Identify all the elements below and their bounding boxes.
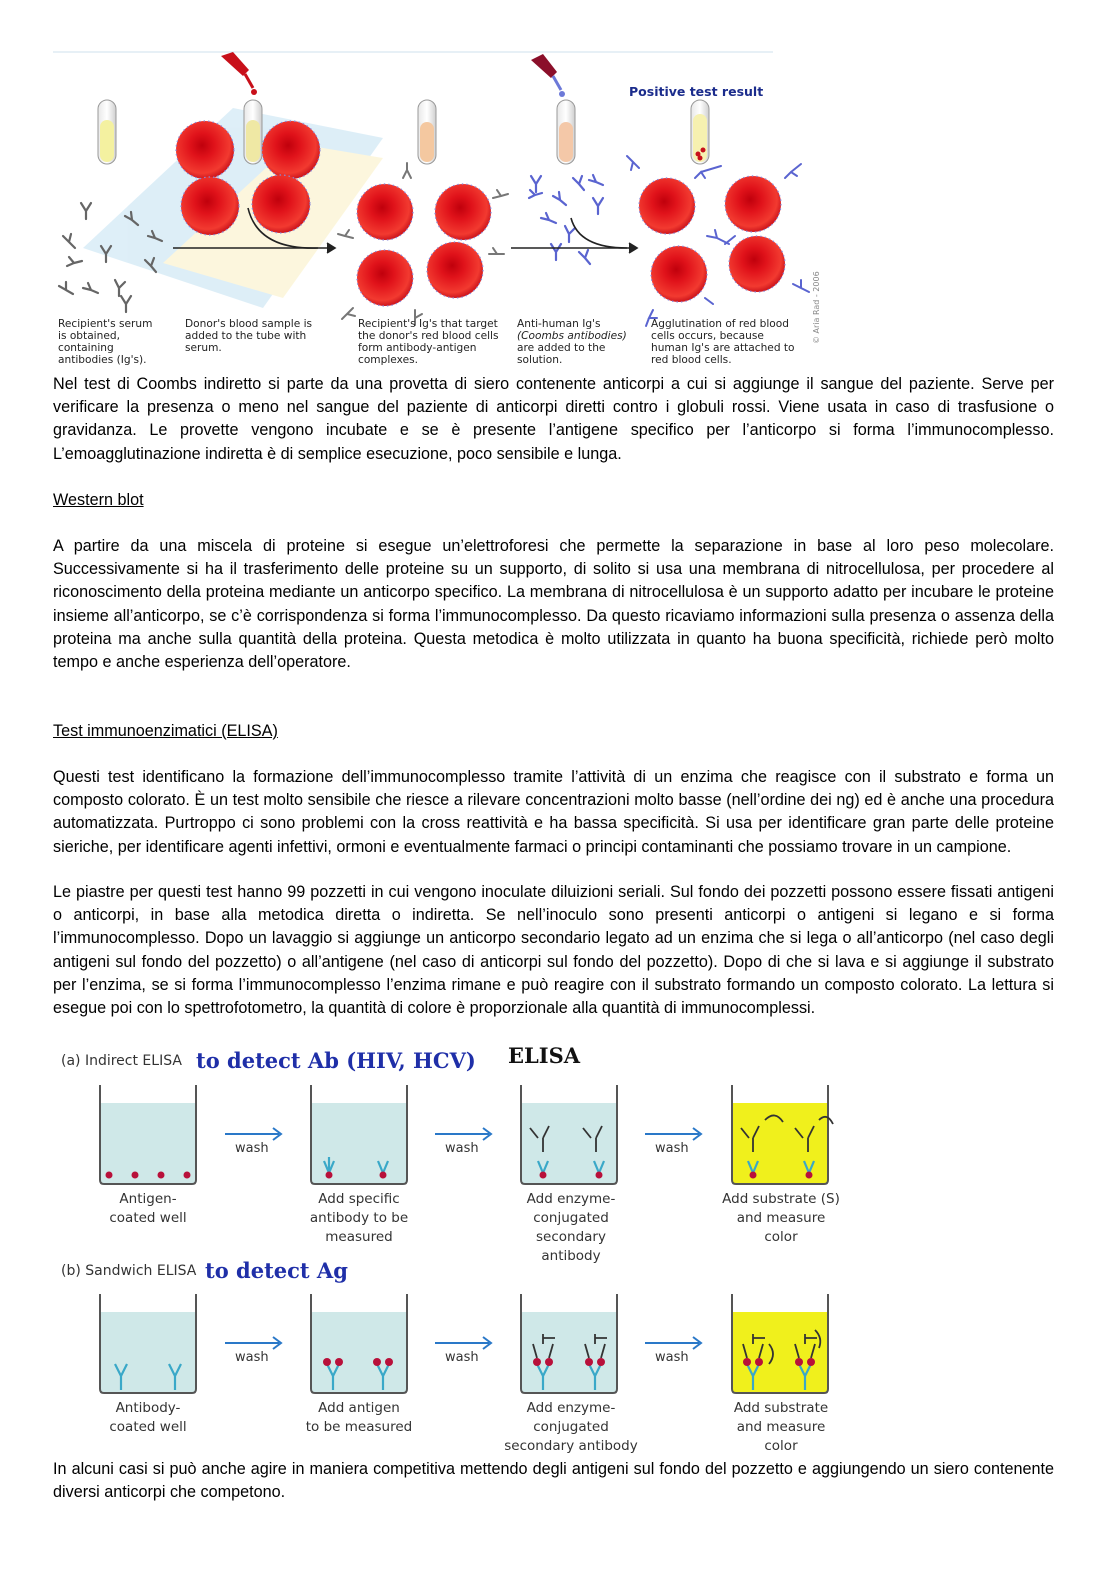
wash-label: wash	[445, 1350, 479, 1365]
dropper-red	[221, 52, 257, 95]
well-b2	[311, 1294, 407, 1393]
caption-a2: Add specific antibody to be measured	[309, 1191, 409, 1245]
well-a3	[521, 1085, 617, 1184]
well-b1	[100, 1294, 196, 1393]
heading-elisa: Test immunoenzimatici (ELISA)	[53, 722, 278, 740]
indirect-elisa-label: (a) Indirect ELISA	[61, 1053, 182, 1069]
wash-label: wash	[235, 1141, 269, 1156]
paragraph-competitive: In alcuni casi si può anche agire in maniera competitiva mettendo degli antigeni sul fondo del pozzetto e aggiungendo un siero contenente diversi anticorpi che competono.	[53, 1460, 1054, 1502]
caption-step-5: Agglutination of red blood cells occurs, because human Ig's are attached to red blood cells.	[651, 318, 795, 366]
caption-step-4: Anti-human Ig's (Coombs antibodies) are added to the solution.	[517, 318, 627, 366]
test-tube-1	[98, 100, 116, 164]
test-tube-positive	[691, 100, 709, 164]
elisa-figure	[53, 1040, 853, 1458]
wash-label: wash	[445, 1141, 479, 1156]
paragraph-western-blot: A partire da una miscela di proteine si esegue un’elettroforesi che permette la separazione in base al loro peso molecolare. Successivamente si ha il trasferimento delle proteine su un supporto, di solito si usa una membrana di nitrocellulosa, per procedere al riconoscimento della proteina mediante un anticorpo specifico. La membrana di nitrocellulosa è un supporto adatto per incubare le proteine insieme all’anticorpo, se c’è corrispondenza si forma l’immunocomplesso. Da questo ricaviamo informazioni sulla presenza o assenza della proteina ma anche sulla quantità della proteina. Questa metodica è molto utilizzata in quanto ha buona specificità, richiede però molto tempo e anche esperienza dell’operatore.	[53, 537, 1054, 672]
wash-label: wash	[655, 1141, 689, 1156]
coombs-antibodies	[529, 175, 603, 264]
caption-b4: Add substrate and measure color	[733, 1400, 829, 1454]
well-b4	[732, 1294, 828, 1393]
caption-step-1: Recipient's serum is obtained, containing antibodies (Ig's).	[58, 318, 153, 366]
elisa-title: ELISA	[508, 1043, 581, 1068]
caption-step-2: Donor's blood sample is added to the tube with serum.	[185, 318, 313, 354]
caption-a3: Add enzyme-conjugated secondary antibody	[526, 1191, 616, 1264]
sandwich-elisa-label: (b) Sandwich ELISA	[61, 1263, 197, 1279]
rbc-group-complexes	[357, 184, 491, 306]
positive-result-label: Positive test result	[629, 84, 764, 99]
wash-label: wash	[235, 1350, 269, 1365]
row-b-wash-arrows	[225, 1337, 701, 1365]
rbc-group-agglutination	[639, 176, 785, 302]
dropper-blue	[531, 54, 565, 97]
paragraph-coombs: Nel test di Coombs indiretto si parte da una provetta di siero contenente anticorpi a cui si aggiunge il sangue del paziente. Serve per verificare la presenza o meno nel sangue del paziente di anticorpi diretti contro i globuli rossi. Viene usata in caso di trasfusione o gravidanza. Le provette vengono incubate e se è presente l’antigene specifico per l’anticorpo si forma l’immunocomplesso. L’emoagglutinazione indiretta è di semplice esecuzione, poco sensibile e lunga.	[53, 375, 1054, 463]
coombs-test-figure	[53, 48, 843, 370]
test-tube-2	[244, 100, 262, 164]
caption-b2: Add antigen to be measured	[305, 1400, 413, 1435]
caption-step-3: Recipient's Ig's that target the donor's red blood cells form antibody-antigen complexes.	[358, 318, 499, 366]
row-a-wash-arrows	[225, 1128, 701, 1156]
test-tube-3	[418, 100, 436, 164]
paragraph-elisa-1: Questi test identificano la formazione dell’immunocomplesso tramite l’attività di un enzima che reagisce con il substrato e forma un composto colorato. È un test molto sensibile che riesce a rilevare concentrazioni molto basse (nell’ordine dei ng) ed è anche una procedura automatizzata. Purtroppo ci sono problemi con la cross reattività e ha bassa specificità. Si usa per identificare gran parte delle proteine sieriche, per identificare agenti infettivi, ormoni e eventualmente farmaci o principi contaminanti che possiamo trovare in un campione.	[53, 768, 1054, 856]
well-b3	[521, 1294, 617, 1393]
well-a2	[311, 1085, 407, 1184]
heading-western-blot: Western blot	[53, 491, 144, 509]
caption-b1: Antibody-coated well	[109, 1400, 187, 1435]
well-a4	[732, 1085, 833, 1184]
caption-a1: Antigen-coated well	[109, 1191, 187, 1226]
test-tube-4	[557, 100, 575, 164]
well-a1	[100, 1085, 196, 1184]
wash-label: wash	[655, 1350, 689, 1365]
paragraph-elisa-2: Le piastre per questi test hanno 99 pozzetti in cui vengono inoculate diluizioni seriali. Sul fondo dei pozzetti possono essere fissati antigeni o anticorpi, in base alla metodica diretta o indiretta. Se nell’inoculo sono presenti anticorpi o antigeni si legano e si forma l’immunocomplesso. Dopo un lavaggio si aggiunge un anticorpo secondario legato ad un enzima che si lega o all’anticorpo (nel caso degli antigeni sul fondo del pozzetto) o all’antigene (nel caso di anticorpi sul fondo del pozzetto). Dopo di che si lava e si aggiunge il substrato per l’enzima, se si forma l’immunocomplesso l’enzima rimane e può reagire con il substrato formando un composto colorato. La lettura si esegue poi con lo spettrofotometro, la quantità di colore è proporzionale alla quantità di immunocomplessi.	[53, 883, 1054, 1018]
copyright-note: © Aria Rad - 2006	[812, 271, 821, 344]
bound-antibodies	[338, 163, 508, 325]
sandwich-elisa-detect: to detect Ag	[205, 1258, 348, 1283]
caption-b3: Add enzyme-conjugated secondary antibody	[504, 1400, 638, 1454]
indirect-elisa-detect: to detect Ab (HIV, HCV)	[196, 1048, 476, 1073]
caption-a4: Add substrate (S) and measure color	[722, 1191, 840, 1245]
